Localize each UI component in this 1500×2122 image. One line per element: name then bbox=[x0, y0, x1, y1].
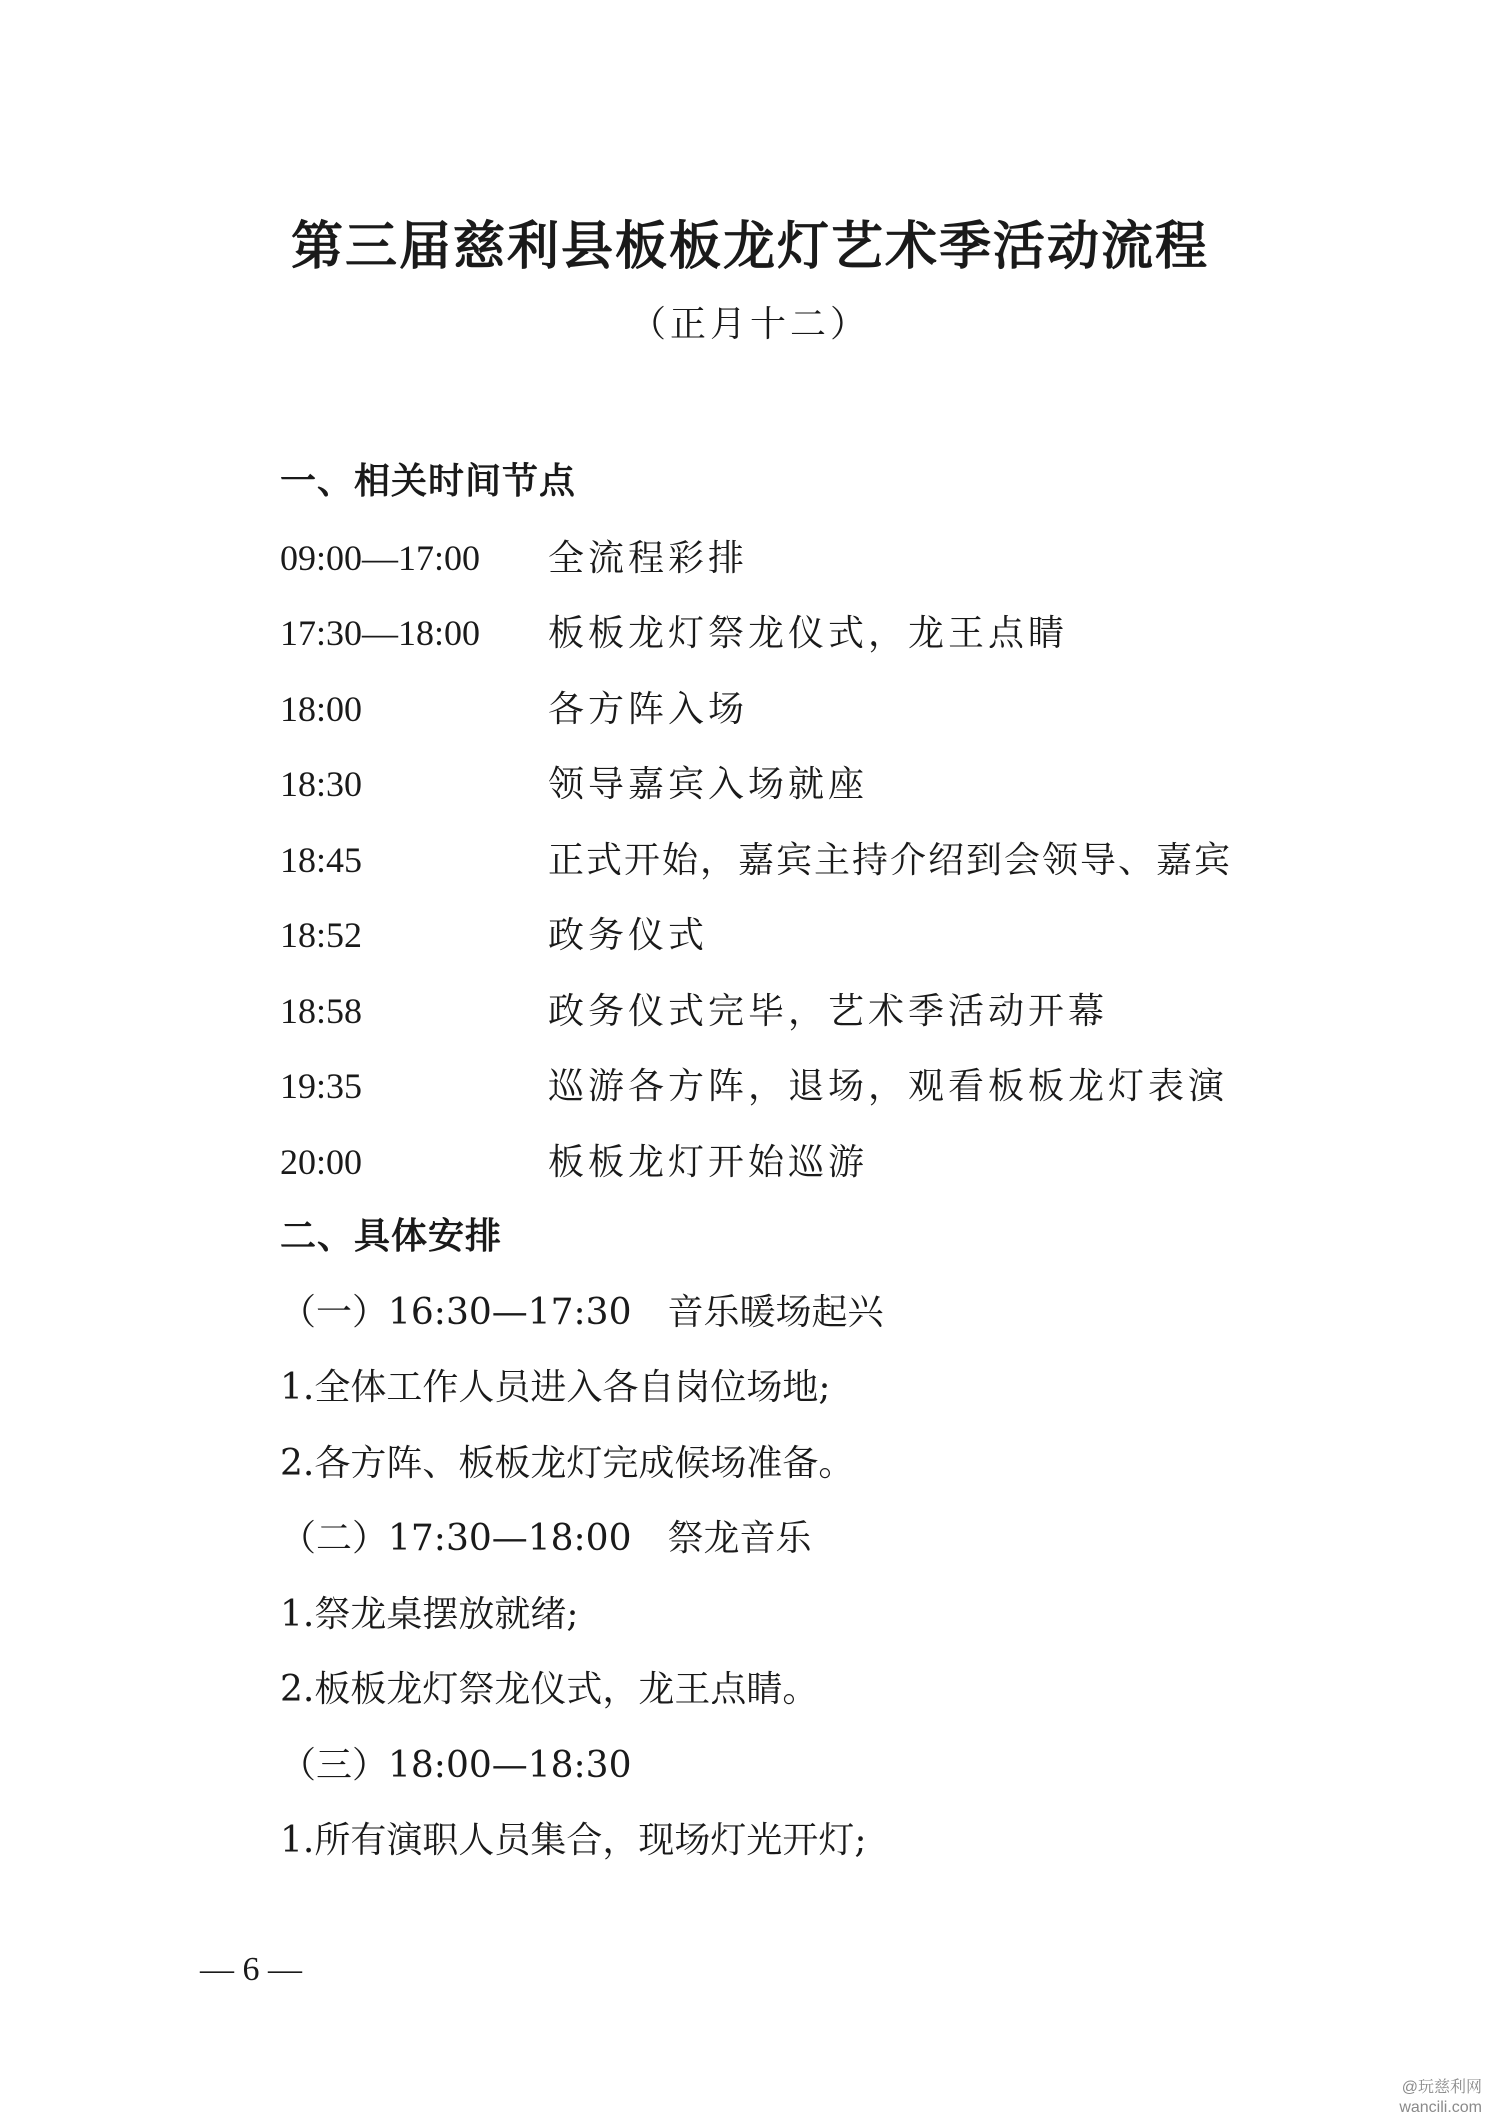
arrangement-line: （二）17:30—18:00 祭龙音乐 bbox=[280, 1518, 812, 1559]
section-heading-time-nodes: 一、相关时间节点 bbox=[280, 461, 577, 502]
schedule-row bbox=[280, 528, 1340, 604]
schedule-text: 正式开始，嘉宾主持介绍到会领导、嘉宾 bbox=[548, 839, 1233, 881]
watermark-line: wancili.com bbox=[1399, 2099, 1482, 2116]
document-body bbox=[280, 452, 1340, 1887]
schedule-text: 政务仪式完毕，艺术季活动开幕 bbox=[548, 990, 1109, 1032]
watermark-line: @玩慈利网 bbox=[1401, 2079, 1482, 2096]
arrangement-line: 2.各方阵、板板龙灯完成候场准备。 bbox=[280, 1442, 855, 1484]
schedule-row bbox=[280, 905, 1340, 981]
schedule-text: 全流程彩排 bbox=[548, 537, 749, 579]
arrangement-line: 2.板板龙灯祭龙仪式，龙王点睛。 bbox=[280, 1669, 819, 1710]
schedule-time: 18:00 bbox=[280, 688, 363, 729]
schedule-time: 18:30 bbox=[280, 764, 363, 804]
arrangement-line: 1.全体工作人员进入各自岗位场地; bbox=[280, 1367, 831, 1408]
arrangement-line: （一）16:30—17:30 音乐暖场起兴 bbox=[280, 1291, 884, 1333]
schedule-row bbox=[280, 679, 1340, 755]
schedule-text: 板板龙灯开始巡游 bbox=[548, 1141, 869, 1183]
arrangement-line: 1.所有演职人员集合，现场灯光开灯; bbox=[280, 1820, 867, 1861]
schedule-time: 17:30—18:00 bbox=[280, 613, 481, 653]
schedule-row bbox=[280, 603, 1340, 679]
schedule-time: 19:35 bbox=[280, 1066, 363, 1106]
schedule-time: 18:52 bbox=[280, 915, 363, 955]
schedule-row bbox=[280, 754, 1340, 830]
schedule-row bbox=[280, 1056, 1340, 1132]
schedule-row bbox=[280, 981, 1340, 1057]
schedule-text: 各方阵入场 bbox=[548, 688, 749, 730]
arrangement-line: 1.祭龙桌摆放就绪; bbox=[280, 1593, 579, 1635]
schedule-time: 20:00 bbox=[280, 1141, 363, 1182]
document-title: 第三届慈利县板板龙灯艺术季活动流程 bbox=[290, 216, 1209, 277]
section-heading-arrangements: 二、具体安排 bbox=[280, 1216, 503, 1257]
schedule-text: 板板龙灯祭龙仪式，龙王点睛 bbox=[548, 613, 1069, 654]
arrangement-line: （三）18:00—18:30 bbox=[280, 1744, 632, 1786]
schedule-time: 09:00—17:00 bbox=[280, 537, 481, 578]
schedule-time: 18:58 bbox=[280, 990, 363, 1031]
schedule-text: 领导嘉宾入场就座 bbox=[548, 764, 869, 805]
schedule-row bbox=[280, 1132, 1340, 1208]
schedule-text: 巡游各方阵，退场，观看板板龙灯表演 bbox=[548, 1066, 1229, 1107]
schedule-time: 18:45 bbox=[280, 839, 363, 880]
page-number: — 6 — bbox=[200, 1951, 302, 1988]
schedule-text: 政务仪式 bbox=[548, 915, 709, 956]
document-subtitle: （正月十二） bbox=[629, 304, 870, 345]
site-watermark bbox=[1399, 2078, 1482, 2118]
schedule-row bbox=[280, 830, 1340, 906]
